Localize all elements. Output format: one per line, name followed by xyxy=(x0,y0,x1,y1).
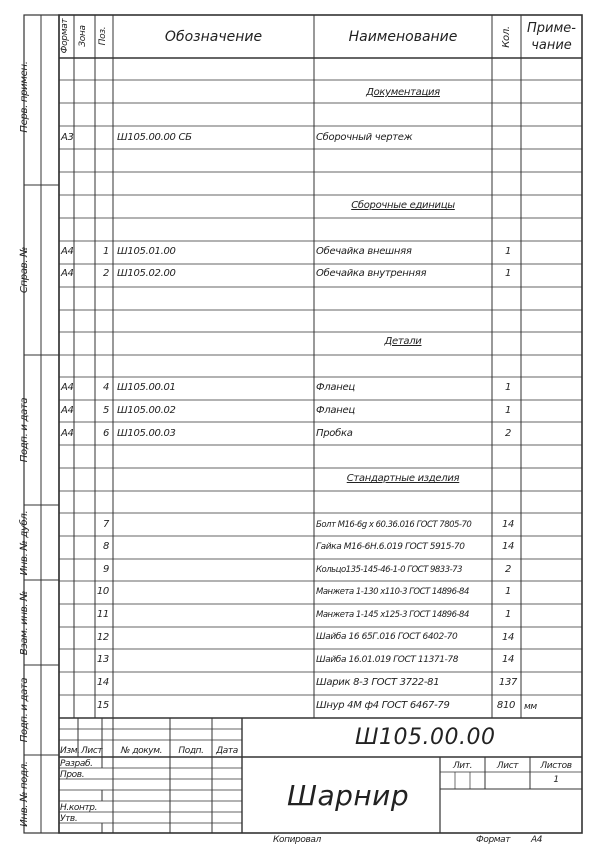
section-details: Детали xyxy=(384,336,422,347)
side-label-sprav-no: Справ. № xyxy=(19,246,30,294)
row-note: мм xyxy=(524,702,537,712)
tb-doc-no: № докум. xyxy=(120,746,163,756)
row-format: А4 xyxy=(61,405,74,416)
tb-nkontr: Н.контр. xyxy=(60,803,98,813)
row-pos: 7 xyxy=(102,519,109,530)
section-standard-items: Стандартные изделия xyxy=(346,473,460,484)
row-name: Фланец xyxy=(316,405,355,416)
row-format: А3 xyxy=(61,132,74,143)
document-designation: Ш105.00.00 xyxy=(355,725,496,750)
side-label-vzam-inv: Взам. инв. № xyxy=(19,590,30,656)
tb-razrab: Разраб. xyxy=(60,759,93,769)
tb-izm: Изм. xyxy=(60,746,80,756)
row-qty: 137 xyxy=(498,677,518,688)
header-qty: Кол. xyxy=(501,26,512,48)
header-pos: Поз. xyxy=(98,26,108,46)
side-label-podp-data-2: Подп. и дата xyxy=(19,677,30,743)
section-documentation: Документация xyxy=(366,87,440,98)
side-label-podp-data-1: Подп. и дата xyxy=(19,397,30,463)
row-pos: 9 xyxy=(102,564,109,575)
row-qty: 1 xyxy=(504,586,512,597)
row-pos: 13 xyxy=(96,654,109,665)
row-pos: 5 xyxy=(102,405,109,416)
row-pos: 2 xyxy=(102,268,109,279)
tb-date: Дата xyxy=(216,746,238,756)
row-qty: 1 xyxy=(504,246,512,257)
row-format: А4 xyxy=(61,268,74,279)
row-pos: 15 xyxy=(96,700,109,711)
row-name: Обечайка внутренняя xyxy=(316,268,427,279)
row-qty: 14 xyxy=(501,632,515,643)
side-label-inv-podl: Инв. № подл. xyxy=(19,761,30,827)
row-designation: Ш105.00.00 СБ xyxy=(117,132,192,143)
side-label-inv-dubl: Инв. № дубл. xyxy=(19,510,30,576)
row-pos: 1 xyxy=(102,246,109,257)
row-format: А4 xyxy=(61,246,74,257)
tb-sheet: Лист xyxy=(496,761,519,771)
tb-sheets-value: 1 xyxy=(553,775,559,785)
tb-podp: Подп. xyxy=(178,746,204,756)
row-name: Фланец xyxy=(316,382,355,393)
tb-format-value: А4 xyxy=(531,835,543,845)
row-pos: 11 xyxy=(96,609,109,620)
row-designation: Ш105.00.01 xyxy=(117,382,176,393)
header-format: Формат xyxy=(60,18,70,54)
row-name: Шарик 8-3 ГОСТ 3722-81 xyxy=(316,677,440,688)
header-zone: Зона xyxy=(78,25,88,47)
row-designation: Ш105.02.00 xyxy=(117,268,176,279)
row-designation: Ш105.01.00 xyxy=(117,246,176,257)
tb-list: Лист xyxy=(81,746,103,756)
row-pos: 14 xyxy=(96,677,109,688)
row-name: Шайба 16.01.019 ГОСТ 11371-78 xyxy=(316,655,459,665)
row-qty: 1 xyxy=(504,268,512,279)
header-name: Наименование xyxy=(348,29,458,45)
tb-prov: Пров. xyxy=(60,770,85,780)
row-name: Кольцо135-145-46-1-0 ГОСТ 9833-73 xyxy=(316,565,462,575)
header-note-2: чание xyxy=(531,38,572,53)
row-qty: 14 xyxy=(501,541,515,552)
tb-sheets: Листов xyxy=(540,761,572,771)
row-name: Пробка xyxy=(316,428,353,439)
row-format: А4 xyxy=(61,382,74,393)
row-qty: 2 xyxy=(504,428,512,439)
row-format: А4 xyxy=(61,428,74,439)
header-note-1: Приме- xyxy=(527,21,576,36)
section-assembly-units: Сборочные единицы xyxy=(351,200,455,211)
tb-format-label: Формат xyxy=(476,835,511,845)
row-pos: 12 xyxy=(96,632,109,643)
side-label-perv-primen: Перв. примен. xyxy=(19,61,30,133)
row-qty: 14 xyxy=(501,654,515,665)
row-pos: 6 xyxy=(102,428,109,439)
row-name: Шайба 16 65Г.016 ГОСТ 6402-70 xyxy=(316,632,458,642)
row-name: Гайка М16-6Н.6.019 ГОСТ 5915-70 xyxy=(316,542,465,552)
row-qty: 810 xyxy=(496,700,516,711)
row-designation: Ш105.00.03 xyxy=(117,428,176,439)
row-pos: 4 xyxy=(102,382,109,393)
document-title: Шарнир xyxy=(287,779,410,812)
row-name: Болт М16-6g x 60.36.016 ГОСТ 7805-70 xyxy=(316,520,472,530)
row-name: Манжета 1-145 х125-3 ГОСТ 14896-84 xyxy=(316,610,469,620)
tb-utv: Утв. xyxy=(60,814,78,824)
tb-copied: Копировал xyxy=(273,835,321,845)
row-name: Шнур 4М ф4 ГОСТ 6467-79 xyxy=(316,700,450,711)
row-name: Манжета 1-130 х110-3 ГОСТ 14896-84 xyxy=(316,587,469,597)
tb-lit: Лит. xyxy=(452,761,473,771)
row-designation: Ш105.00.02 xyxy=(117,405,176,416)
row-name: Обечайка внешняя xyxy=(316,246,412,257)
row-pos: 8 xyxy=(102,541,109,552)
row-qty: 1 xyxy=(504,382,512,393)
row-name: Сборочный чертеж xyxy=(316,132,413,143)
header-designation: Обозначение xyxy=(164,29,263,45)
row-qty: 2 xyxy=(504,564,512,575)
row-qty: 1 xyxy=(504,609,512,620)
row-qty: 14 xyxy=(501,519,515,530)
row-pos: 10 xyxy=(96,586,109,597)
row-qty: 1 xyxy=(504,405,512,416)
